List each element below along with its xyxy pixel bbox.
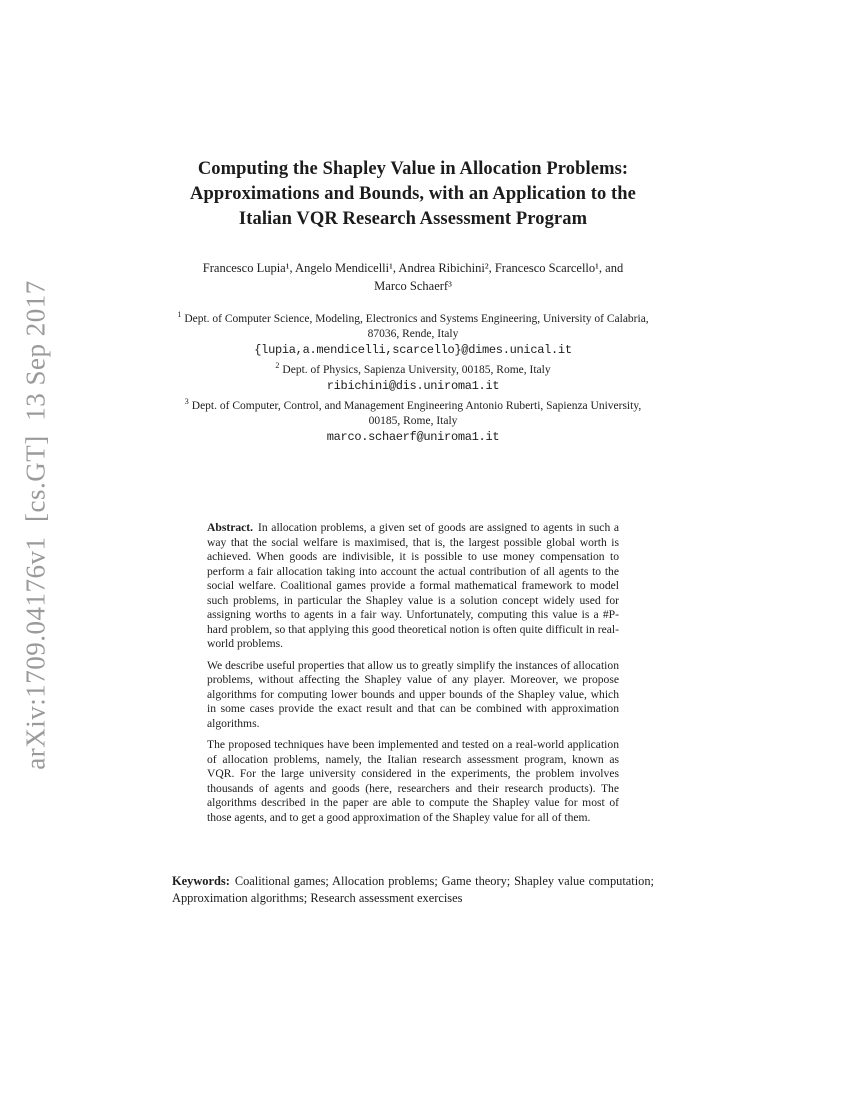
affiliation-1-marker: 1 bbox=[177, 310, 182, 319]
abstract-paragraph-1-text: In allocation problems, a given set of goods are assigned to agents in such a way that the social welfare is maximised, that is, the largest possible global worth is achieved. When goods are indivisible, it is possible to use money compensation to perform a fair allocation taking into account the actual contribution of all agents to the social welfare. Coalitional games provide a formal mathematical framework to model such problems, in particular the Shapley value is a solution concept widely used for assigning worths to agents in a fair way. Unfortunately, computing this value is a #P-hard problem, so that applying this good theoretical notion is often quite difficult in real-world problems. bbox=[207, 521, 619, 651]
affiliation-1-text: Dept. of Computer Science, Modeling, Electronics and Systems Engineering, University of Calabria, 87036, Rende, Italy bbox=[184, 312, 649, 341]
arxiv-watermark: arXiv:1709.04176v1 [cs.GT] 13 Sep 2017 bbox=[20, 280, 51, 770]
keywords-label: Keywords: bbox=[172, 874, 230, 889]
affiliation-2-email: ribichini@dis.uniroma1.it bbox=[326, 378, 500, 393]
abstract-paragraph-1 bbox=[207, 521, 619, 652]
affiliation-2 bbox=[172, 358, 654, 394]
abstract-section bbox=[207, 521, 619, 825]
affiliation-1-email: {lupia,a.mendicelli,scarcello}@dimes.unical.it bbox=[254, 342, 572, 357]
abstract-paragraph-3: The proposed techniques have been implemented and tested on a real-world application of allocation problems, namely, the Italian research assessment program, known as VQR. For the large university considered in the experiments, the problem involves thousands of agents and goods (here, researchers and their research products). The algorithms described in the paper are able to compute the Shapley value for most of those agents, and to get a good approximation of the Shapley value for all of them. bbox=[207, 738, 619, 824]
affiliation-2-text: Dept. of Physics, Sapienza University, 00185, Rome, Italy bbox=[282, 364, 551, 377]
affiliation-3-email: marco.schaerf@uniroma1.it bbox=[326, 429, 500, 444]
affiliation-list bbox=[172, 307, 654, 445]
paper-title-line: Computing the Shapley Value in Allocation Problems: bbox=[197, 159, 629, 179]
affiliation-2-marker: 2 bbox=[275, 361, 280, 371]
abstract-paragraph-2: We describe useful properties that allow us to greatly simplify the instances of allocation problems, without affecting the Shapley value of any player. Moreover, we propose algorithms for computing lower bounds and upper bounds of the Shapley value, which in some cases provide the exact result and that can be combined with approximation algorithms. bbox=[207, 658, 619, 730]
affiliation-1 bbox=[172, 307, 654, 358]
paper-content bbox=[172, 0, 654, 906]
keywords-section bbox=[172, 873, 654, 906]
abstract-label: Abstract. bbox=[207, 521, 254, 535]
paper-title bbox=[172, 157, 654, 232]
keywords-text: Coalitional games; Allocation problems; Game theory; Shapley value computation; Approximation algorithms; Research assessment exercises bbox=[172, 874, 654, 905]
author-line: Francesco Lupia¹, Angelo Mendicelli¹, Andrea Ribichini², Francesco Scarcello¹, and bbox=[202, 261, 624, 275]
author-list bbox=[172, 259, 654, 295]
paper-title-line: Italian VQR Research Assessment Program bbox=[238, 209, 588, 229]
affiliation-3-text: Dept. of Computer, Control, and Management Engineering Antonio Ruberti, Sapienza University, 00185, Rome, Italy bbox=[191, 399, 642, 428]
affiliation-3-marker: 3 bbox=[184, 397, 189, 407]
paper-title-line: Approximations and Bounds, with an Application to the bbox=[190, 184, 636, 204]
affiliation-3 bbox=[172, 394, 654, 445]
author-line: Marco Schaerf³ bbox=[374, 279, 452, 293]
